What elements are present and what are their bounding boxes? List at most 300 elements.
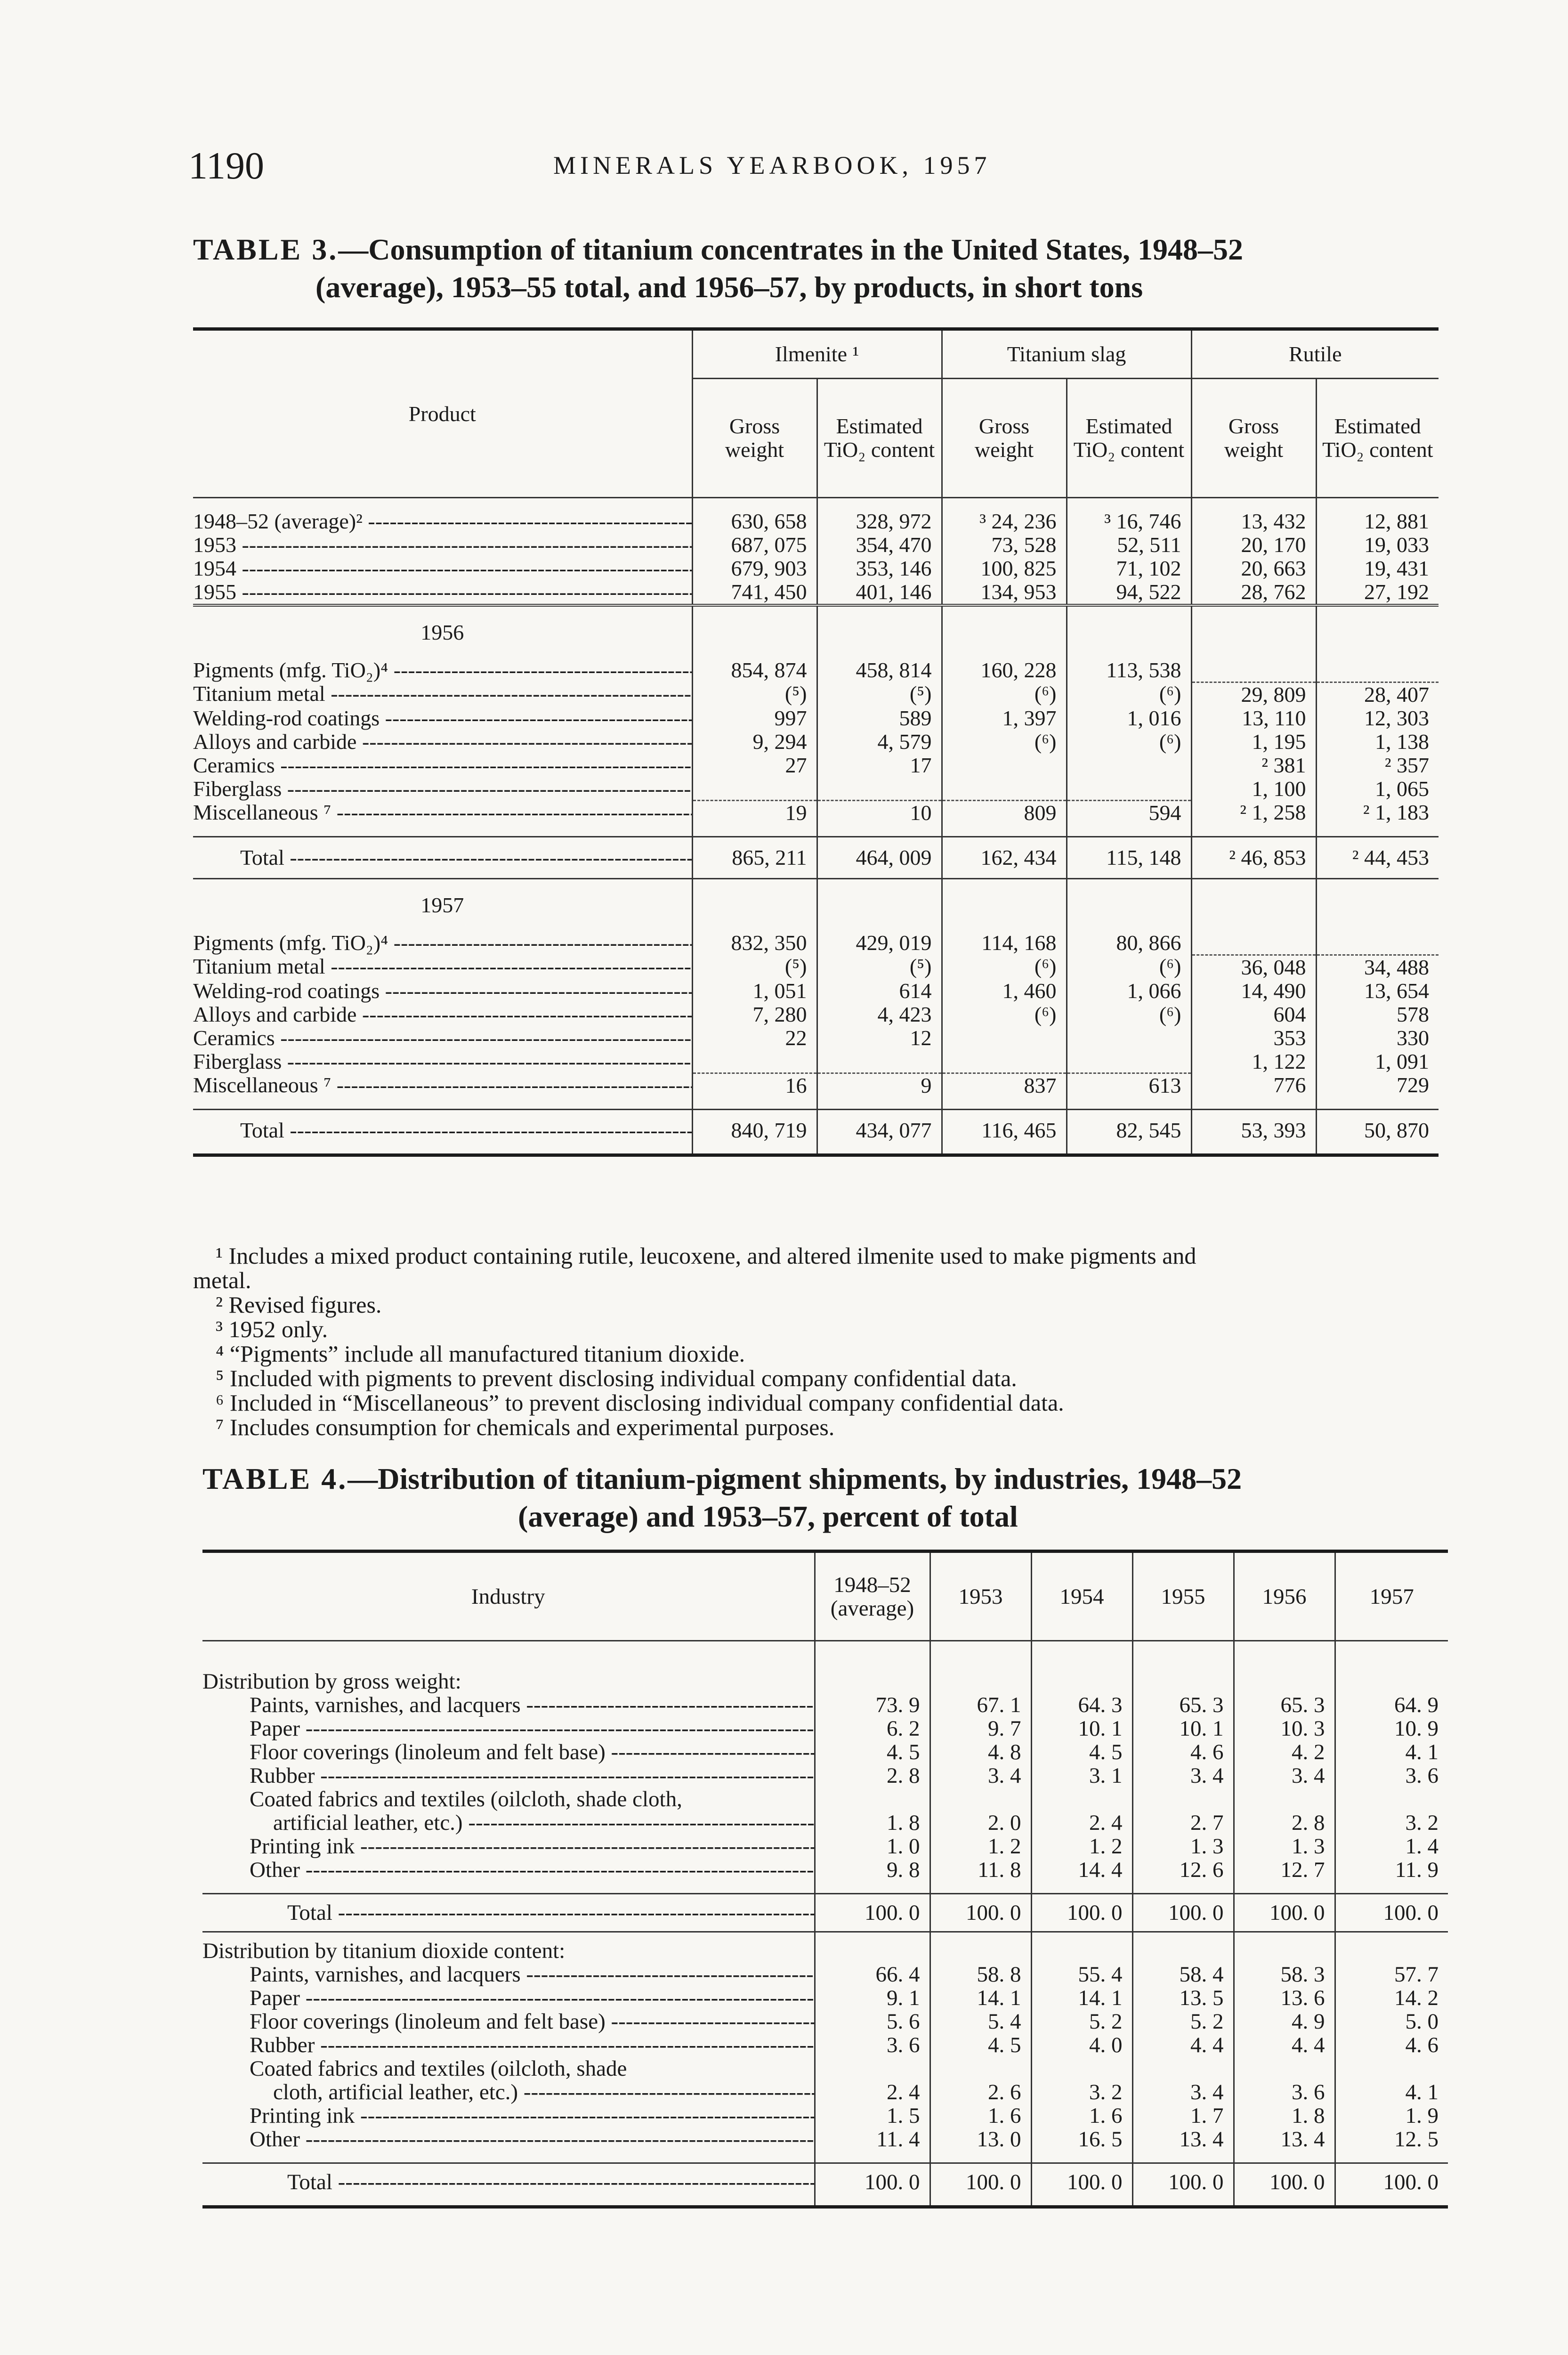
footnote: ⁷ Includes consumption for chemicals and experimental purposes. <box>216 1414 835 1440</box>
row-label: Other ----- <box>202 1858 815 1882</box>
cell: 4. 5 <box>815 1740 930 1764</box>
cell: 5. 2 <box>1132 2010 1234 2033</box>
table4-label: TABLE 4. <box>202 1462 348 1495</box>
cell <box>1316 931 1439 955</box>
cell <box>817 1050 942 1073</box>
footnote: ⁶ Included in “Miscellaneous” to prevent disclosing individual company confidential data. <box>216 1389 1064 1416</box>
cell: (⁵) <box>692 955 817 979</box>
group-header-ilmenite: Ilmenite ¹ <box>692 329 942 379</box>
table-row <box>202 1717 1448 1740</box>
cell: 10. 3 <box>1234 1717 1335 1740</box>
cell: 12. 7 <box>1234 1858 1335 1882</box>
row-label <box>202 2057 815 2104</box>
table-row <box>193 931 1439 955</box>
table-row <box>193 510 1439 533</box>
cell: 9. 7 <box>930 1717 1031 1740</box>
cell: 27, 192 <box>1316 580 1439 605</box>
cell: 328, 972 <box>817 510 942 533</box>
row-label: Paper ----- <box>202 1717 815 1740</box>
cell: 614 <box>817 979 942 1003</box>
cell: (⁶) <box>1067 682 1191 706</box>
cell: 12 <box>817 1026 942 1050</box>
cell: 116, 465 <box>942 1110 1067 1155</box>
cell: 594 <box>1067 801 1191 825</box>
table4-title <box>202 1460 1455 1535</box>
row-label: Other ----- <box>202 2128 815 2151</box>
cell: 354, 470 <box>817 533 942 557</box>
footnote: ⁵ Included with pigments to prevent disclosing individual company confidential data. <box>216 1365 1017 1391</box>
cell: 3. 4 <box>930 1764 1031 1787</box>
col-header: 1955 <box>1132 1551 1234 1641</box>
row-label: Rubber ----- <box>202 1764 815 1787</box>
cell: 613 <box>1067 1073 1191 1098</box>
table3-title <box>193 231 1446 306</box>
cell: 12, 303 <box>1316 706 1439 730</box>
total-row <box>202 2163 1448 2207</box>
row-label: Miscellaneous ⁷ ----- <box>193 801 692 825</box>
col-header: 1954 <box>1031 1551 1132 1641</box>
cell: ² 46, 853 <box>1191 837 1316 879</box>
cell: 71, 102 <box>1067 557 1191 580</box>
row-label: Alloys and carbide ----- <box>193 730 692 754</box>
cell: 94, 522 <box>1067 580 1191 605</box>
footnote: ³ 1952 only. <box>216 1316 328 1342</box>
cell: 14, 490 <box>1191 979 1316 1003</box>
cell: 809 <box>942 801 1067 825</box>
cell: 114, 168 <box>942 931 1067 955</box>
table-row <box>193 1073 1439 1098</box>
cell: 997 <box>692 706 817 730</box>
cell: 10 <box>817 801 942 825</box>
cell: 5. 0 <box>1335 2010 1448 2033</box>
cell: 2. 8 <box>1234 1787 1335 1835</box>
cell: 12. 5 <box>1335 2128 1448 2151</box>
cell: 100. 0 <box>815 2163 930 2207</box>
sub-header: Estimated TiO₂ content <box>1316 379 1439 498</box>
row-label: Miscellaneous ⁷ ----- <box>193 1073 692 1098</box>
cell: 100. 0 <box>1031 1894 1132 1932</box>
cell: 57. 7 <box>1335 1963 1448 1986</box>
row-label: 1953 ----- <box>193 533 692 557</box>
cell: 6. 2 <box>815 1717 930 1740</box>
cell: 434, 077 <box>817 1110 942 1155</box>
cell: 1. 7 <box>1132 2104 1234 2128</box>
table4 <box>202 1550 1448 2209</box>
table-row <box>202 2104 1448 2128</box>
cell: 4. 1 <box>1335 1740 1448 1764</box>
table-row <box>193 706 1439 730</box>
cell: 14. 1 <box>930 1986 1031 2010</box>
sub-header: Gross weight <box>942 379 1067 498</box>
table-row <box>202 1764 1448 1787</box>
cell <box>692 777 817 801</box>
row-label: Titanium metal ----- <box>193 955 692 979</box>
cell: (⁶) <box>1067 730 1191 754</box>
cell: 10. 1 <box>1132 1717 1234 1740</box>
sub-header: Gross weight <box>1191 379 1316 498</box>
cell: 604 <box>1191 1003 1316 1026</box>
cell: 11. 8 <box>930 1858 1031 1882</box>
cell: 2. 7 <box>1132 1787 1234 1835</box>
cell: ² 1, 258 <box>1191 801 1316 825</box>
row-label: Rubber ----- <box>202 2033 815 2057</box>
row-label: Paints, varnishes, and lacquers ----- <box>202 1963 815 1986</box>
table4-title-line2: (average) and 1953–57, percent of total <box>518 1500 1018 1533</box>
cell <box>942 754 1067 777</box>
cell: 5. 2 <box>1031 2010 1132 2033</box>
row-label: Fiberglass ----- <box>193 777 692 801</box>
cell: 2. 4 <box>815 2057 930 2104</box>
cell: 50, 870 <box>1316 1110 1439 1155</box>
cell: (⁶) <box>942 1003 1067 1026</box>
cell: 1, 460 <box>942 979 1067 1003</box>
cell: 100. 0 <box>930 1894 1031 1932</box>
cell: 1. 8 <box>1234 2104 1335 2128</box>
cell: 64. 9 <box>1335 1693 1448 1717</box>
total-label: Total ----- <box>202 2163 815 2207</box>
cell: 3. 6 <box>815 2033 930 2057</box>
cell: 5. 4 <box>930 2010 1031 2033</box>
cell <box>1067 1026 1191 1050</box>
total-row <box>193 1110 1439 1155</box>
cell: 7, 280 <box>692 1003 817 1026</box>
cell: 4. 1 <box>1335 2057 1448 2104</box>
cell: (⁵) <box>817 682 942 706</box>
cell: 100. 0 <box>1234 1894 1335 1932</box>
table-row <box>193 754 1439 777</box>
table-row <box>202 1787 1448 1835</box>
table-row <box>202 1963 1448 1986</box>
footnote: ² Revised figures. <box>216 1291 382 1318</box>
total-label: Total ----- <box>193 837 692 879</box>
total-row <box>193 837 1439 879</box>
col-header: 1948–52 (average) <box>815 1551 930 1641</box>
cell: 19, 033 <box>1316 533 1439 557</box>
cell: 4. 0 <box>1031 2033 1132 2057</box>
row-label <box>202 1787 815 1835</box>
cell: 58. 4 <box>1132 1963 1234 1986</box>
cell <box>942 1026 1067 1050</box>
cell: 73. 9 <box>815 1693 930 1717</box>
cell: 2. 8 <box>815 1764 930 1787</box>
cell: 20, 170 <box>1191 533 1316 557</box>
cell: 1. 5 <box>815 2104 930 2128</box>
cell: 865, 211 <box>692 837 817 879</box>
industry-header: Industry <box>202 1551 815 1641</box>
cell: 4. 2 <box>1234 1740 1335 1764</box>
cell: 4. 6 <box>1335 2033 1448 2057</box>
cell: 729 <box>1316 1073 1439 1098</box>
cell: 1. 6 <box>1031 2104 1132 2128</box>
row-label: Titanium metal ----- <box>193 682 692 706</box>
cell <box>1067 754 1191 777</box>
cell <box>817 777 942 801</box>
cell: 578 <box>1316 1003 1439 1026</box>
cell: 12, 881 <box>1316 510 1439 533</box>
row-label: 1954 ----- <box>193 557 692 580</box>
cell: 776 <box>1191 1073 1316 1098</box>
cell: 5. 6 <box>815 2010 930 2033</box>
cell: 4, 423 <box>817 1003 942 1026</box>
cell: 4. 5 <box>1031 1740 1132 1764</box>
section-1957: 1957 <box>420 893 464 917</box>
table-row <box>202 1858 1448 1882</box>
table-row <box>202 2033 1448 2057</box>
page-number: 1190 <box>188 144 264 187</box>
cell: 36, 048 <box>1191 955 1316 979</box>
cell: 29, 809 <box>1191 682 1316 706</box>
cell <box>692 1050 817 1073</box>
cell: (⁶) <box>1067 955 1191 979</box>
row-label: Paper ----- <box>202 1986 815 2010</box>
table-row <box>202 1835 1448 1858</box>
cell: 11. 4 <box>815 2128 930 2151</box>
cell: 28, 762 <box>1191 580 1316 605</box>
table4-title-line1: —Distribution of titanium-pigment shipments, by industries, 1948–52 <box>348 1462 1242 1495</box>
footnote: ⁴ “Pigments” include all manufactured titanium dioxide. <box>216 1340 745 1367</box>
cell: 65. 3 <box>1132 1693 1234 1717</box>
cell: 630, 658 <box>692 510 817 533</box>
row-label: Pigments (mfg. TiO₂)⁴ ----- <box>193 658 692 682</box>
row-label: Floor coverings (linoleum and felt base) ----- <box>202 1740 815 1764</box>
cell: 17 <box>817 754 942 777</box>
cell: 1, 065 <box>1316 777 1439 801</box>
cell: 53, 393 <box>1191 1110 1316 1155</box>
cell: 52, 511 <box>1067 533 1191 557</box>
cell: 3. 2 <box>1031 2057 1132 2104</box>
cell: ² 381 <box>1191 754 1316 777</box>
cell: 27 <box>692 754 817 777</box>
sub-header: Estimated TiO₂ content <box>1067 379 1191 498</box>
cell: 14. 4 <box>1031 1858 1132 1882</box>
cell: 1. 2 <box>930 1835 1031 1858</box>
table-row <box>193 777 1439 801</box>
row-label: Paints, varnishes, and lacquers ----- <box>202 1693 815 1717</box>
row-label: 1955 ----- <box>193 580 692 605</box>
row-label: Printing ink ----- <box>202 1835 815 1858</box>
cell: 1, 016 <box>1067 706 1191 730</box>
cell: 34, 488 <box>1316 955 1439 979</box>
total-label: Total ----- <box>202 1894 815 1932</box>
cell: 58. 8 <box>930 1963 1031 1986</box>
table-row <box>193 730 1439 754</box>
cell: 9. 8 <box>815 1858 930 1882</box>
cell: 401, 146 <box>817 580 942 605</box>
cell: 1, 051 <box>692 979 817 1003</box>
cell: 3. 1 <box>1031 1764 1132 1787</box>
table3-footnotes <box>193 1243 1446 1439</box>
cell: ² 357 <box>1316 754 1439 777</box>
row-label-line2: artificial leather, etc.) ----- <box>250 1811 814 1835</box>
cell: 4. 9 <box>1234 2010 1335 2033</box>
cell: 20, 663 <box>1191 557 1316 580</box>
cell: (⁵) <box>692 682 817 706</box>
row-label: Alloys and carbide ----- <box>193 1003 692 1026</box>
cell: 2. 6 <box>930 2057 1031 2104</box>
cell: 100. 0 <box>1031 2163 1132 2207</box>
table-row <box>202 1986 1448 2010</box>
group-header-rutile: Rutile <box>1191 329 1439 379</box>
cell: 1. 6 <box>930 2104 1031 2128</box>
cell: 100. 0 <box>1132 1894 1234 1932</box>
table3 <box>193 327 1439 1157</box>
row-label: Ceramics ----- <box>193 754 692 777</box>
cell: 4. 4 <box>1132 2033 1234 2057</box>
cell: 3. 4 <box>1132 1764 1234 1787</box>
col-header: 1956 <box>1234 1551 1335 1641</box>
cell: 429, 019 <box>817 931 942 955</box>
cell: 4. 6 <box>1132 1740 1234 1764</box>
cell <box>1191 931 1316 955</box>
cell: 854, 874 <box>692 658 817 682</box>
cell: 100. 0 <box>1234 2163 1335 2207</box>
total-row <box>202 1894 1448 1932</box>
cell: 64. 3 <box>1031 1693 1132 1717</box>
table-row <box>202 1693 1448 1717</box>
table-row <box>193 580 1439 605</box>
cell: 66. 4 <box>815 1963 930 1986</box>
group-header-titanium-slag: Titanium slag <box>942 329 1191 379</box>
cell <box>1067 777 1191 801</box>
cell: 9 <box>817 1073 942 1098</box>
cell: 100. 0 <box>1335 2163 1448 2207</box>
row-label: 1948–52 (average)² ----- <box>193 510 692 533</box>
cell <box>1067 1050 1191 1073</box>
cell: 9, 294 <box>692 730 817 754</box>
cell: 65. 3 <box>1234 1693 1335 1717</box>
cell: 1, 397 <box>942 706 1067 730</box>
cell: (⁶) <box>942 682 1067 706</box>
table-row <box>193 533 1439 557</box>
cell: 100. 0 <box>815 1894 930 1932</box>
cell: 4, 579 <box>817 730 942 754</box>
sub-header: Gross weight <box>692 379 817 498</box>
sub-header: Estimated TiO₂ content <box>817 379 942 498</box>
cell: 80, 866 <box>1067 931 1191 955</box>
table-row <box>193 801 1439 825</box>
cell: 1. 8 <box>815 1787 930 1835</box>
cell: 687, 075 <box>692 533 817 557</box>
cell: 100. 0 <box>1335 1894 1448 1932</box>
cell: 14. 1 <box>1031 1986 1132 2010</box>
section-tio2-content: Distribution by titanium dioxide content: <box>202 1939 566 1963</box>
section-gross-weight: Distribution by gross weight: <box>202 1669 461 1694</box>
cell: 28, 407 <box>1316 682 1439 706</box>
cell: 19 <box>692 801 817 825</box>
cell: 10. 9 <box>1335 1717 1448 1740</box>
cell: 3. 2 <box>1335 1787 1448 1835</box>
cell: 1. 0 <box>815 1835 930 1858</box>
table-row <box>193 1026 1439 1050</box>
cell: 1. 2 <box>1031 1835 1132 1858</box>
cell <box>942 777 1067 801</box>
cell: 4. 4 <box>1234 2033 1335 2057</box>
cell: 55. 4 <box>1031 1963 1132 1986</box>
footnote: metal. <box>193 1267 251 1293</box>
col-header: 1957 <box>1335 1551 1448 1641</box>
cell <box>1316 658 1439 682</box>
table-row <box>193 979 1439 1003</box>
cell: 330 <box>1316 1026 1439 1050</box>
cell: 353, 146 <box>817 557 942 580</box>
cell: 160, 228 <box>942 658 1067 682</box>
cell: 13. 4 <box>1234 2128 1335 2151</box>
cell: 162, 434 <box>942 837 1067 879</box>
cell: 589 <box>817 706 942 730</box>
cell: (⁶) <box>942 955 1067 979</box>
table-row <box>202 2010 1448 2033</box>
cell: 19, 431 <box>1316 557 1439 580</box>
cell: 4. 5 <box>930 2033 1031 2057</box>
cell: ² 1, 183 <box>1316 801 1439 825</box>
cell: 464, 009 <box>817 837 942 879</box>
cell: 1, 100 <box>1191 777 1316 801</box>
cell: 134, 953 <box>942 580 1067 605</box>
running-title: MINERALS YEARBOOK, 1957 <box>553 151 991 179</box>
table-row <box>193 658 1439 682</box>
cell <box>942 1050 1067 1073</box>
cell: 82, 545 <box>1067 1110 1191 1155</box>
cell: 13, 432 <box>1191 510 1316 533</box>
cell: 100. 0 <box>930 2163 1031 2207</box>
cell: 3. 6 <box>1234 2057 1335 2104</box>
cell: (⁶) <box>1067 1003 1191 1026</box>
row-label: Fiberglass ----- <box>193 1050 692 1073</box>
cell: 100. 0 <box>1132 2163 1234 2207</box>
cell: 10. 1 <box>1031 1717 1132 1740</box>
cell: 11. 9 <box>1335 1858 1448 1882</box>
cell: 1. 9 <box>1335 2104 1448 2128</box>
cell: 353 <box>1191 1026 1316 1050</box>
row-label: Ceramics ----- <box>193 1026 692 1050</box>
cell: 100, 825 <box>942 557 1067 580</box>
cell <box>1191 658 1316 682</box>
cell: 2. 4 <box>1031 1787 1132 1835</box>
cell: 113, 538 <box>1067 658 1191 682</box>
cell: 12. 6 <box>1132 1858 1234 1882</box>
row-label: Welding-rod coatings ----- <box>193 706 692 730</box>
cell: 1. 3 <box>1132 1835 1234 1858</box>
table-row <box>193 1003 1439 1026</box>
table3-title-line2: (average), 1953–55 total, and 1956–57, by products, in short tons <box>315 270 1143 304</box>
cell: 13. 4 <box>1132 2128 1234 2151</box>
col-header: 1953 <box>930 1551 1031 1641</box>
total-label: Total ----- <box>193 1110 692 1155</box>
cell: 13. 0 <box>930 2128 1031 2151</box>
cell: ² 44, 453 <box>1316 837 1439 879</box>
product-header: Product <box>193 329 692 498</box>
cell: 13, 110 <box>1191 706 1316 730</box>
cell: ³ 24, 236 <box>942 510 1067 533</box>
table-row <box>193 955 1439 979</box>
cell: 1, 091 <box>1316 1050 1439 1073</box>
cell: 16 <box>692 1073 817 1098</box>
cell: ³ 16, 746 <box>1067 510 1191 533</box>
table-row <box>193 557 1439 580</box>
cell: 14. 2 <box>1335 1986 1448 2010</box>
table-row <box>193 682 1439 706</box>
cell: 73, 528 <box>942 533 1067 557</box>
row-label: Printing ink ----- <box>202 2104 815 2128</box>
cell: 679, 903 <box>692 557 817 580</box>
cell: 58. 3 <box>1234 1963 1335 1986</box>
row-label-line1: Coated fabrics and textiles (oilcloth, shade cloth, <box>250 1787 682 1811</box>
cell: 16. 5 <box>1031 2128 1132 2151</box>
cell: 1, 195 <box>1191 730 1316 754</box>
cell: 13. 5 <box>1132 1986 1234 2010</box>
table3-label: TABLE 3. <box>193 233 339 266</box>
cell: 2. 0 <box>930 1787 1031 1835</box>
